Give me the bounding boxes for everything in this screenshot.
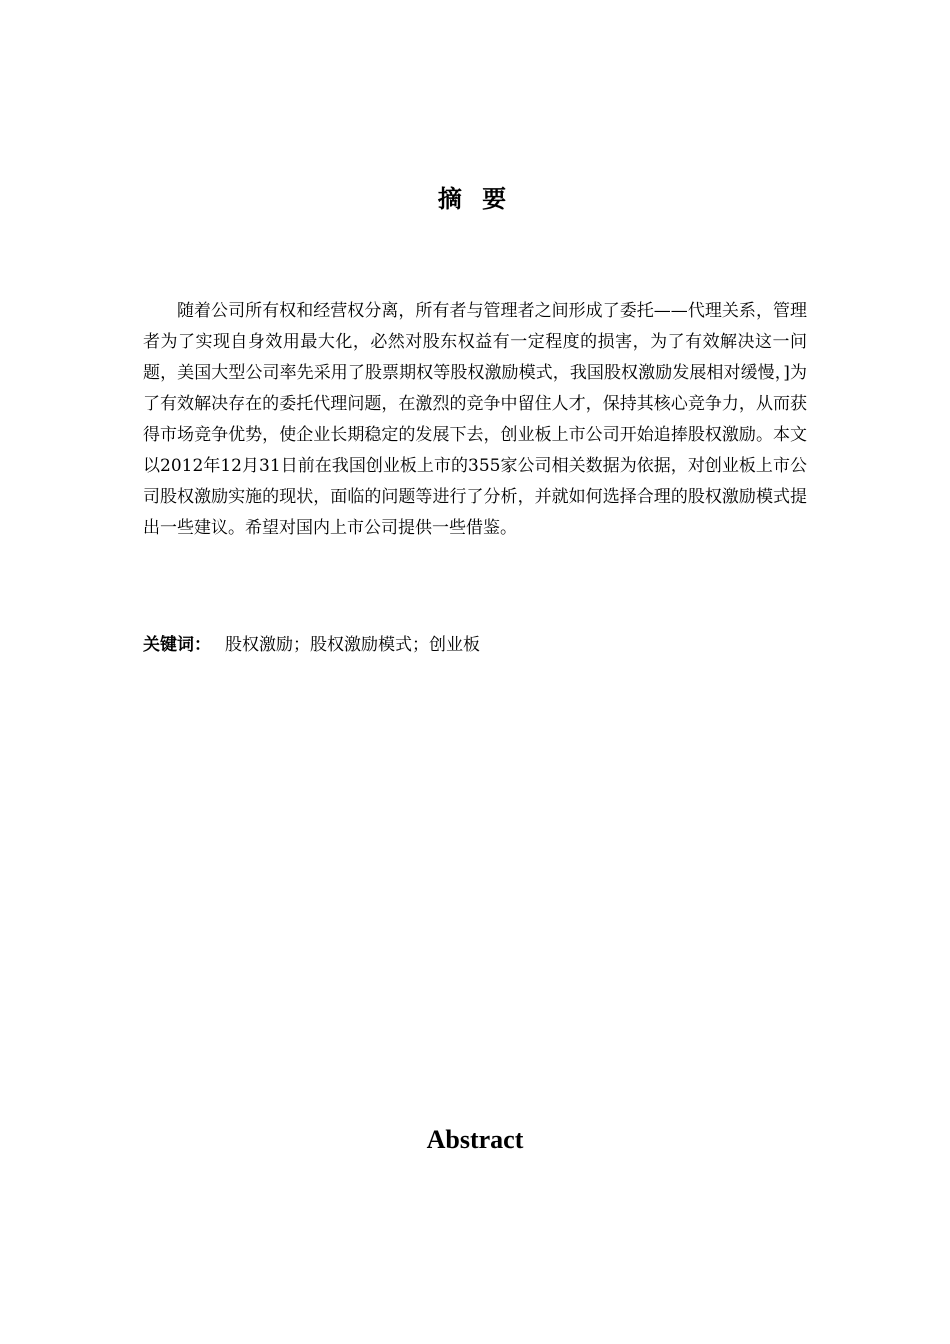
abstract-en-title: Abstract [426,1125,524,1154]
keywords-line [143,630,807,661]
abstract-cn-title: 摘 要 [437,185,513,213]
keywords-label: 关键词： [143,635,211,655]
keywords-text: 股权激励；股权激励模式；创业板 [225,635,480,655]
abstract-cn-body: 随着公司所有权和经营权分离，所有者与管理者之间形成了委托——代理关系，管理者为了实现自身效用最大化，必然对股东权益有一定程度的损害，为了有效解决这一问题，美国大型公司率先采用了股票期权等股权激励模式，我国股权激励发展相对缓慢，]为了有效解决存在的委托代理问题，在激烈的竞争中留住人才，保持其核心竞争力，从而获得市场竞争优势，使企业长期稳定的发展下去，创业板上市公司开始追捧股权激励。本文以2012年12月31日前在我国创业板上市的355家公司相关数据为依据，对创业板上市公司股权激励实施的现状，面临的问题等进行了分析，并就如何选择合理的股权激励模式提出一些建议。希望对国内上市公司提供一些借鉴。 [143,301,807,538]
